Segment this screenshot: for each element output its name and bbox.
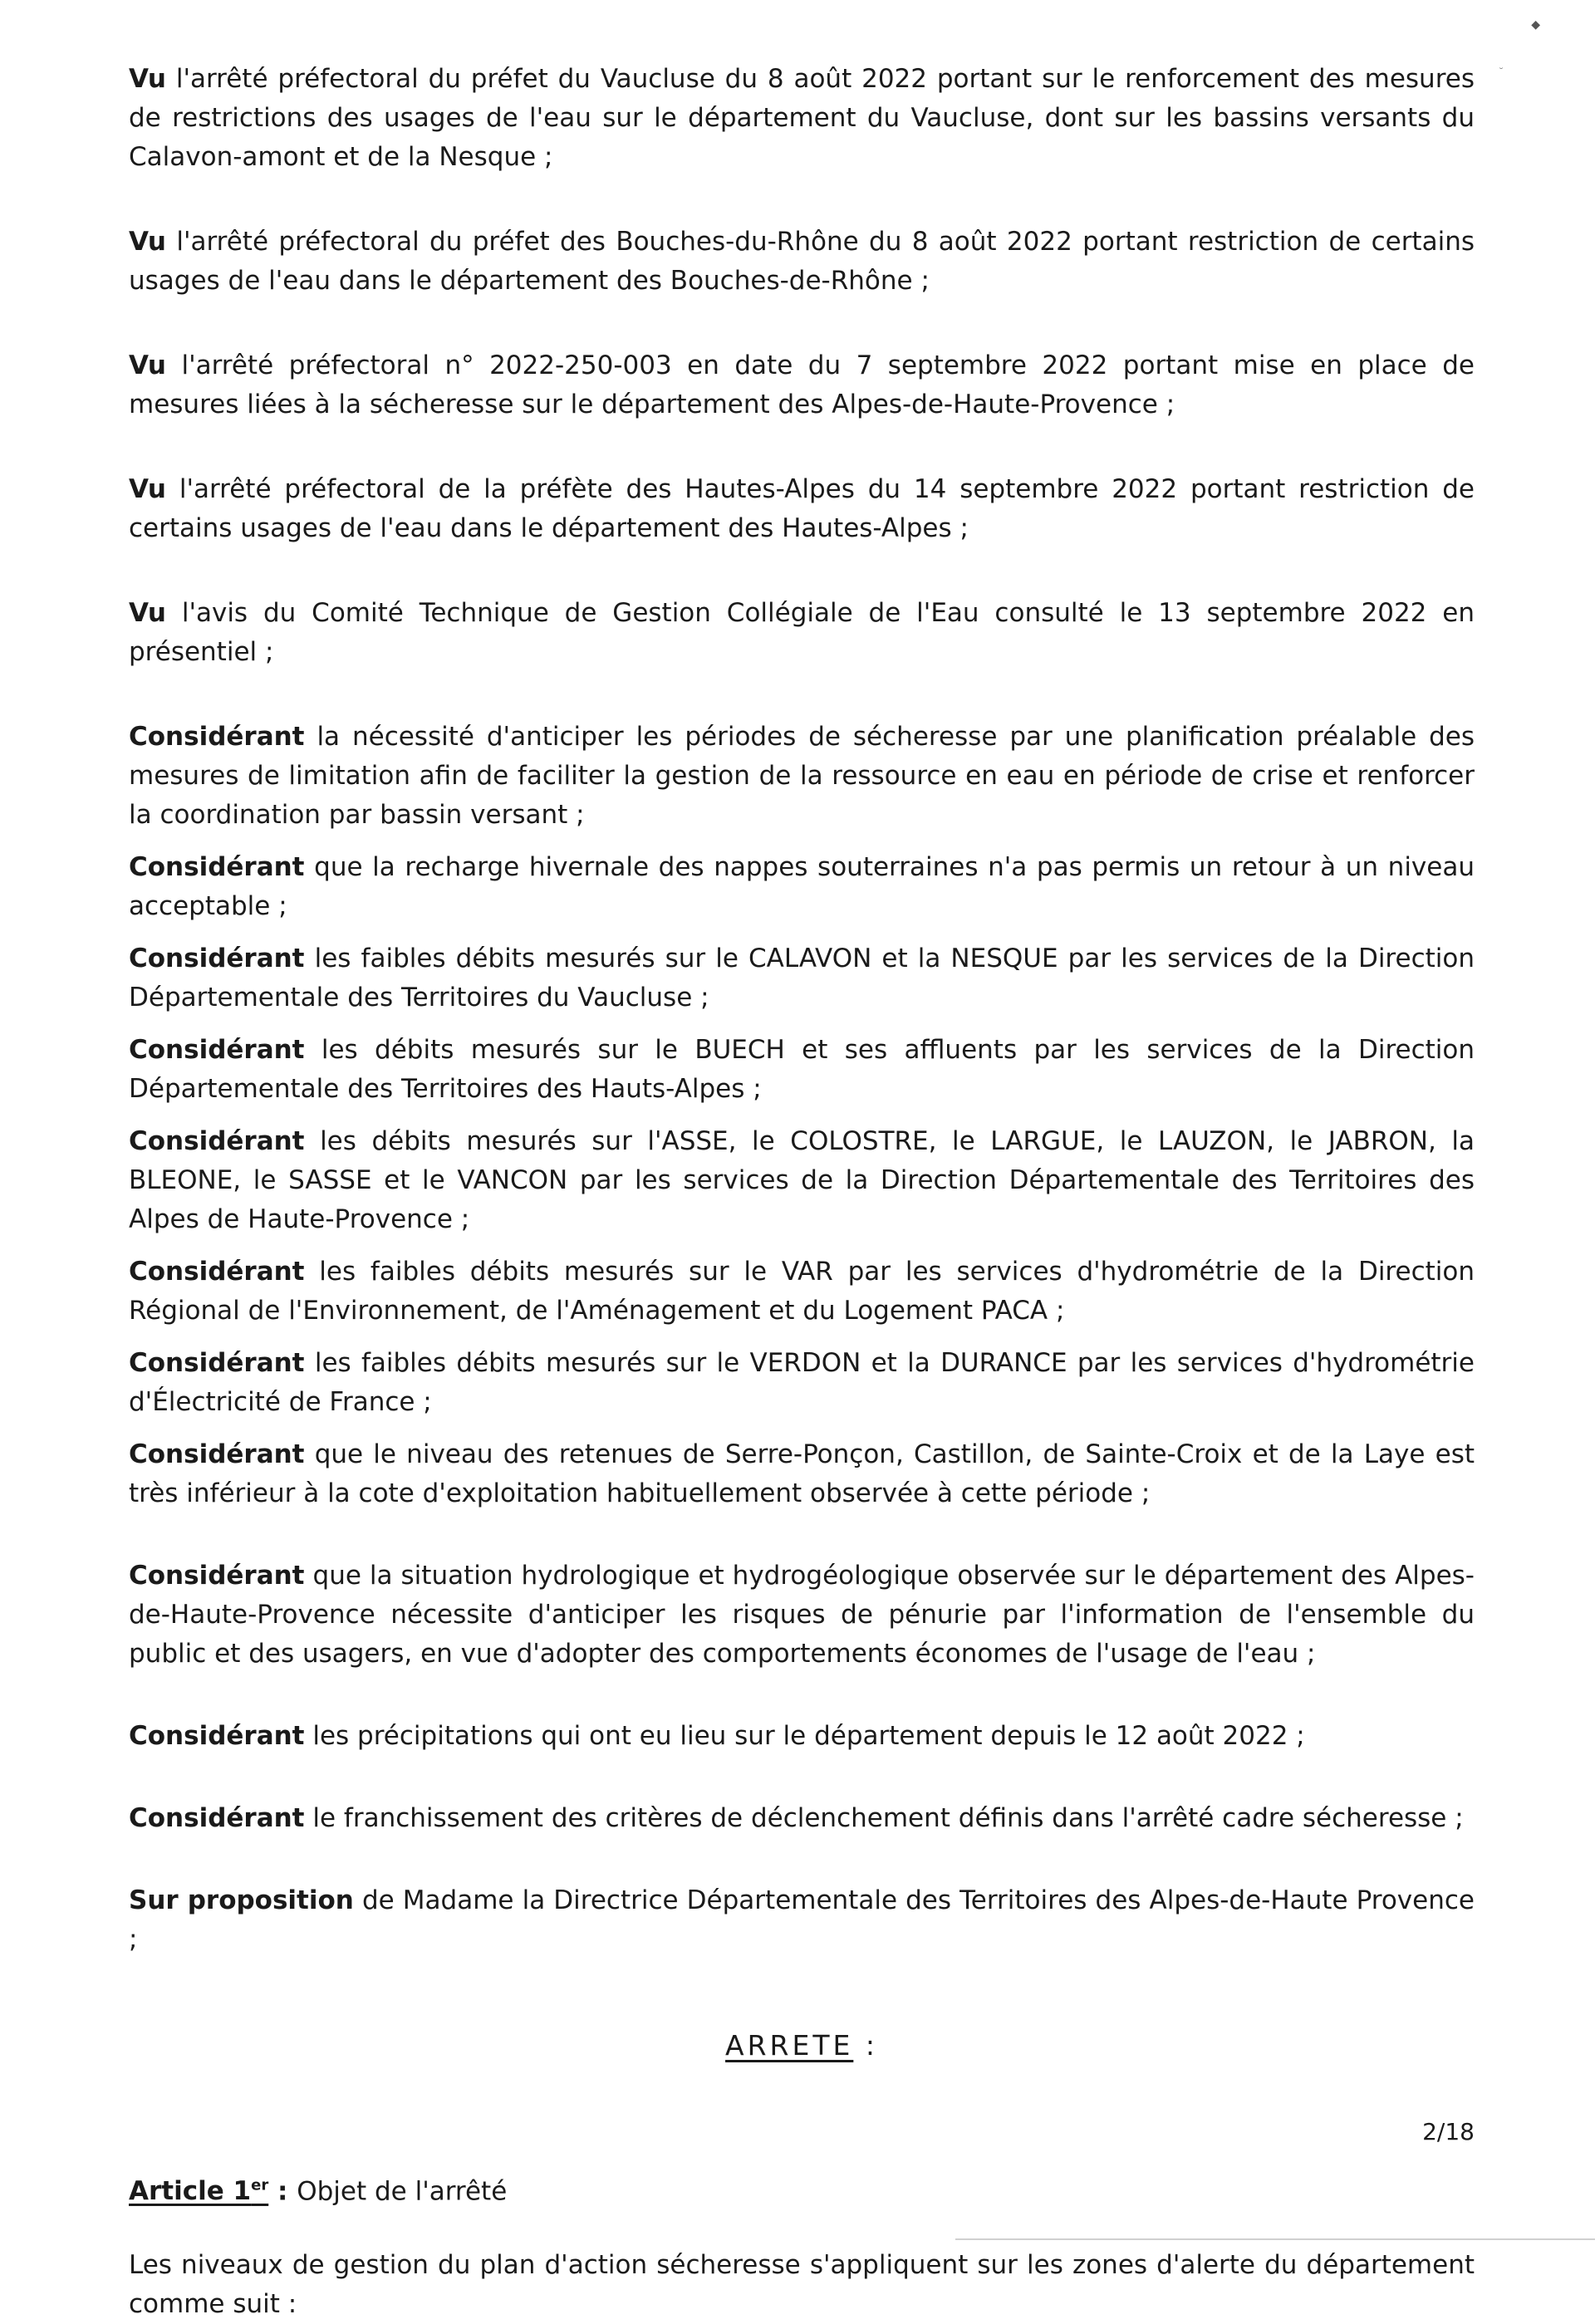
- considerant-paragraph: [129, 848, 1475, 926]
- considerant-paragraph: [129, 1031, 1475, 1109]
- visa-text: l'arrêté préfectoral du préfet des Bouches-du-Rhône du 8 août 2022 portant restriction de certains usages de l'eau dans le département des Bouches-de-Rhône ;: [129, 227, 1475, 296]
- article-label: [129, 2176, 268, 2206]
- visa-paragraph: [129, 594, 1475, 672]
- visa-paragraph: [129, 470, 1475, 548]
- considerant-paragraph: [129, 1344, 1475, 1422]
- considerant-text: les faibles débits mesurés sur le VAR par les services d'hydrométrie de la Direction Régional de l'Environnement, de l'Aménagement et du Logement PACA ;: [129, 1257, 1475, 1326]
- considerant-lead: Considérant: [129, 1035, 305, 1065]
- visa-lead: Vu: [129, 351, 166, 380]
- visa-lead: Vu: [129, 474, 166, 504]
- decree-heading-word: ARRETE: [725, 2029, 854, 2062]
- considerant-text: que la situation hydrologique et hydrogéologique observée sur le département des Alpes-de-Haute-Provence nécessite d'anticiper les risques de pénurie par l'information de l'ensemble du public et des usagers, en vue d'adopter des comportements économes de l'usage de l'eau ;: [129, 1561, 1475, 1669]
- scan-edge-line: [955, 2238, 1595, 2240]
- considerant-paragraph: [129, 718, 1475, 835]
- visa-lead: Vu: [129, 227, 166, 257]
- proposition-lead: Sur proposition: [129, 1885, 354, 1915]
- visa-text: l'arrêté préfectoral de la préfète des Hautes-Alpes du 14 septembre 2022 portant restriction de certains usages de l'eau dans le département des Hautes-Alpes ;: [129, 474, 1475, 543]
- proposition-paragraph: [129, 1881, 1475, 1959]
- considerant-text: que la recharge hivernale des nappes souterraines n'a pas permis un retour à un niveau acceptable ;: [129, 852, 1475, 921]
- visa-lead: Vu: [129, 64, 166, 94]
- considerant-lead: Considérant: [129, 1439, 305, 1469]
- article-label-prefix: Article 1: [129, 2176, 252, 2207]
- page-number: 2/18: [1422, 2118, 1475, 2145]
- proposition-text: de Madame la Directrice Départementale des Territoires des Alpes-de-Haute Provence ;: [129, 1885, 1475, 1954]
- considerant-text: les faibles débits mesurés sur le CALAVON et la NESQUE par les services de la Direction Départementale des Territoires du Vaucluse ;: [129, 944, 1475, 1012]
- article-title: Objet de l'arrêté: [297, 2176, 508, 2207]
- considerant-lead: Considérant: [129, 1126, 305, 1156]
- considerant-lead: Considérant: [129, 722, 305, 752]
- considerant-paragraph: [129, 939, 1475, 1017]
- scan-speck: ˘: [1499, 66, 1504, 78]
- considerant-paragraph: [129, 1799, 1475, 1838]
- considerant-text: la nécessité d'anticiper les périodes de sécheresse par une planification préalable des mesures de limitation afin de faciliter la gestion de la ressource en eau en période de crise et renforcer la coordination par bassin versant ;: [129, 722, 1475, 830]
- considerant-lead: Considérant: [129, 1721, 305, 1751]
- visa-paragraph: [129, 60, 1475, 177]
- considerant-text: les débits mesurés sur l'ASSE, le COLOSTRE, le LARGUE, le LAUZON, le JABRON, la BLEONE, le SASSE et le VANCON par les services de la Direction Départementale des Territoires des Alpes de Haute-Provence ;: [129, 1126, 1475, 1234]
- visa-text: l'arrêté préfectoral n° 2022-250-003 en date du 7 septembre 2022 portant mise en place de mesures liées à la sécheresse sur le département des Alpes-de-Haute-Provence ;: [129, 351, 1475, 419]
- considerant-lead: Considérant: [129, 1257, 305, 1287]
- considerant-text: les débits mesurés sur le BUECH et ses affluents par les services de la Direction Départementale des Territoires des Hauts-Alpes ;: [129, 1035, 1475, 1104]
- visa-paragraph: [129, 346, 1475, 424]
- considerant-paragraph: [129, 1717, 1475, 1756]
- considerant-paragraph: [129, 1557, 1475, 1674]
- considerant-text: les précipitations qui ont eu lieu sur le département depuis le 12 août 2022 ;: [304, 1721, 1305, 1751]
- article-heading: [129, 2166, 1475, 2211]
- considerant-text: les faibles débits mesurés sur le VERDON et la DURANCE par les services d'hydrométrie d'Électricité de France ;: [129, 1348, 1475, 1417]
- article-separator: :: [268, 2176, 297, 2207]
- considerant-text: que le niveau des retenues de Serre-Ponçon, Castillon, de Sainte-Croix et de la Laye est très inférieur à la cote d'exploitation habituellement observée à cette période ;: [129, 1439, 1475, 1508]
- considerant-paragraph: [129, 1122, 1475, 1239]
- considerant-lead: Considérant: [129, 944, 305, 973]
- document-body: [129, 60, 1475, 2324]
- considerant-lead: Considérant: [129, 1348, 305, 1378]
- article-label-sup: er: [251, 2177, 269, 2194]
- decree-heading-suffix: :: [853, 2029, 878, 2062]
- visa-lead: Vu: [129, 598, 166, 628]
- considerant-lead: Considérant: [129, 852, 305, 882]
- considerant-lead: Considérant: [129, 1561, 305, 1591]
- considerant-paragraph: [129, 1435, 1475, 1513]
- visa-text: l'arrêté préfectoral du préfet du Vaucluse du 8 août 2022 portant sur le renforcement des mesures de restrictions des usages de l'eau sur le département du Vaucluse, dont sur les bassins versants du Calavon-amont et de la Nesque ;: [129, 64, 1475, 172]
- decree-heading: [129, 2029, 1475, 2062]
- visa-text: l'avis du Comité Technique de Gestion Collégiale de l'Eau consulté le 13 septembre 2022 en présentiel ;: [129, 598, 1475, 667]
- considerant-lead: Considérant: [129, 1803, 305, 1833]
- scan-mark: ◆: [1531, 18, 1540, 32]
- visa-paragraph: [129, 223, 1475, 301]
- article-body: Les niveaux de gestion du plan d'action sécheresse s'appliquent sur les zones d'alerte du département comme suit :: [129, 2250, 1475, 2320]
- considerant-paragraph: [129, 1253, 1475, 1331]
- considerant-text: le franchissement des critères de déclenchement définis dans l'arrêté cadre sécheresse ;: [304, 1803, 1464, 1833]
